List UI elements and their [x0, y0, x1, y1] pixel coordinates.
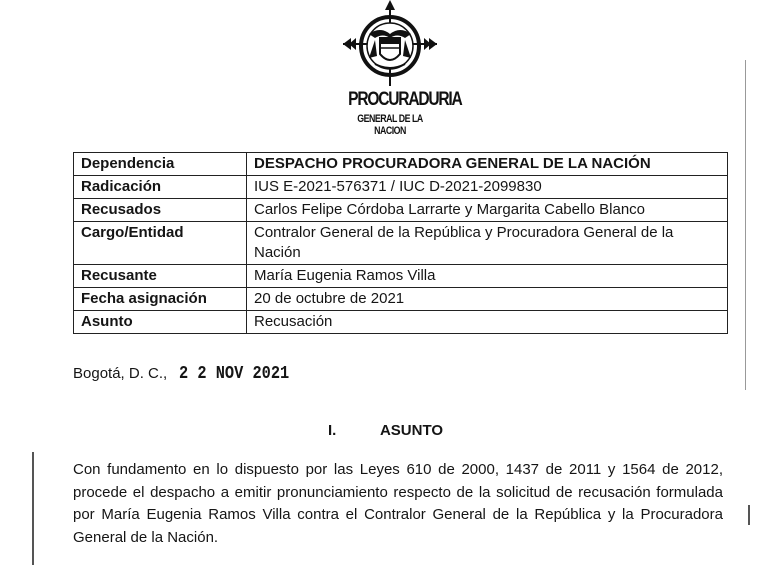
field-value-dependencia: DESPACHO PROCURADORA GENERAL DE LA NACIÓN — [247, 153, 728, 176]
field-value-asunto: Recusación — [247, 311, 728, 334]
document-date-line — [73, 364, 309, 384]
field-value-radicacion: IUS E-2021-576371 / IUC D-2021-2099830 — [247, 176, 728, 199]
table-row — [74, 288, 728, 311]
table-row — [74, 311, 728, 334]
scan-margin-mark — [748, 505, 750, 525]
field-label-fecha-asignacion: Fecha asignación — [74, 288, 247, 311]
table-row — [74, 176, 728, 199]
field-label-dependencia: Dependencia — [74, 153, 247, 176]
field-value-fecha-asignacion: 20 de octubre de 2021 — [247, 288, 728, 311]
field-label-recusante: Recusante — [74, 265, 247, 288]
section-number: I. — [328, 422, 337, 439]
procuraduria-logo — [325, 0, 462, 137]
field-label-cargo-entidad: Cargo/Entidad — [74, 222, 247, 265]
table-row — [74, 199, 728, 222]
field-label-recusados: Recusados — [74, 199, 247, 222]
table-row — [74, 265, 728, 288]
scan-margin-mark — [745, 60, 746, 390]
logo-subtitle: GENERAL DE LA NACION — [357, 113, 423, 137]
field-value-recusante: María Eugenia Ramos Villa — [247, 265, 728, 288]
table-row — [74, 222, 728, 265]
coat-of-arms-icon — [325, 0, 455, 90]
logo-wordmark: PROCURADURIA — [348, 89, 462, 110]
field-value-cargo-entidad: Contralor General de la República y Procuradora General de la Nación — [247, 222, 728, 265]
scan-margin-mark — [32, 452, 34, 565]
table-row — [74, 153, 728, 176]
body-paragraph: Con fundamento en lo dispuesto por las Leyes 610 de 2000, 1437 de 2011 y 1564 de 2012, procede el despacho a emitir pronunciamiento respecto de la solicitud de recusación formulada por María Eugenia Ramos Villa contra el Contralor General de la República y la Procuradora General de la Nación. — [73, 461, 723, 546]
section-heading — [328, 422, 443, 439]
date-stamp: 2 2 NOV 2021 — [179, 364, 290, 384]
field-label-radicacion: Radicación — [74, 176, 247, 199]
date-place: Bogotá, D. C., — [73, 365, 168, 382]
field-value-recusados: Carlos Felipe Córdoba Larrarte y Margarita Cabello Blanco — [247, 199, 728, 222]
field-label-asunto: Asunto — [74, 311, 247, 334]
section-title: ASUNTO — [379, 422, 444, 439]
case-metadata-table — [73, 152, 728, 334]
